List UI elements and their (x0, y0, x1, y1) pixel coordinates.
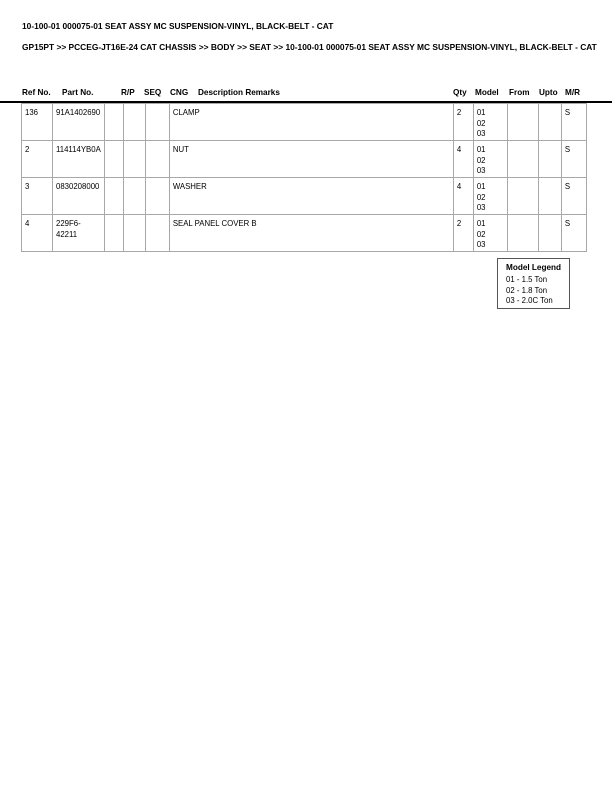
cell-rp (104, 178, 123, 215)
cell-description-remarks: WASHER (169, 178, 453, 215)
cell-qty: 2 (453, 215, 473, 252)
cell-qty: 2 (453, 104, 473, 141)
cell-part-no: 229F6-42211 (53, 215, 105, 252)
cell-seq (123, 178, 145, 215)
model-code: 01 (476, 145, 486, 154)
cell-from (507, 141, 538, 178)
cell-mr: S (561, 215, 586, 252)
column-header-description-remarks: Description Remarks (198, 88, 280, 97)
model-code: 02 (476, 155, 486, 165)
breadcrumb: GP15PT >> PCCEG-JT16E-24 CAT CHASSIS >> BODY >> SEAT >> 10-100-01 000075-01 SEAT ASSY MC SUSPENSION-VINYL, BLACK-BELT - CAT (22, 42, 597, 52)
cell-model (473, 215, 507, 252)
model-code: 01 (476, 219, 486, 228)
cell-model (473, 104, 507, 141)
cell-rp (104, 104, 123, 141)
column-header-part-no: Part No. (62, 88, 94, 97)
cell-seq (123, 141, 145, 178)
cell-from (507, 178, 538, 215)
column-header-mr: M/R (565, 88, 581, 97)
cell-upto (538, 178, 561, 215)
cell-cng (145, 141, 169, 178)
column-header-qty: Qty (453, 88, 467, 97)
cell-from (507, 215, 538, 252)
cell-qty: 4 (453, 141, 473, 178)
cell-description-remarks: NUT (169, 141, 453, 178)
cell-mr: S (561, 141, 586, 178)
cell-part-no: 0830208000 (53, 178, 105, 215)
cell-seq (123, 104, 145, 141)
cell-cng (145, 178, 169, 215)
cell-ref-no: 2 (22, 141, 53, 178)
column-header-from: From (509, 88, 530, 97)
model-code: 02 (476, 118, 486, 128)
column-header-ref-no: Ref No. (22, 88, 51, 97)
cell-rp (104, 215, 123, 252)
model-code: 01 (476, 182, 486, 191)
parts-table (21, 103, 587, 252)
legend-item: 03 - 2.0C Ton (506, 296, 553, 305)
model-code: 03 (476, 129, 486, 138)
legend-item: 01 - 1.5 Ton (506, 275, 548, 284)
cell-description-remarks: SEAL PANEL COVER B (169, 215, 453, 252)
model-code: 02 (476, 229, 486, 239)
legend-item: 02 - 1.8 Ton (506, 285, 548, 295)
cell-mr: S (561, 104, 586, 141)
cell-model (473, 141, 507, 178)
cell-mr: S (561, 178, 586, 215)
page-title: 10-100-01 000075-01 SEAT ASSY MC SUSPENSION-VINYL, BLACK-BELT - CAT (22, 21, 334, 31)
cell-seq (123, 215, 145, 252)
table-row (22, 178, 587, 215)
cell-model (473, 178, 507, 215)
column-header-seq: SEQ (144, 88, 162, 97)
model-code: 01 (476, 108, 486, 117)
cell-upto (538, 215, 561, 252)
cell-qty: 4 (453, 178, 473, 215)
column-header-upto: Upto (539, 88, 558, 97)
cell-ref-no: 3 (22, 178, 53, 215)
cell-description-remarks: CLAMP (169, 104, 453, 141)
cell-cng (145, 215, 169, 252)
table-row (22, 104, 587, 141)
cell-rp (104, 141, 123, 178)
model-code: 03 (476, 240, 486, 249)
legend-title: Model Legend (506, 263, 562, 272)
cell-upto (538, 104, 561, 141)
model-code: 03 (476, 166, 486, 175)
cell-from (507, 104, 538, 141)
cell-ref-no: 136 (22, 104, 53, 141)
cell-part-no: 114114YB0A (53, 141, 105, 178)
model-legend (497, 258, 570, 309)
column-header-rp: R/P (121, 88, 135, 97)
cell-ref-no: 4 (22, 215, 53, 252)
cell-part-no: 91A1402690 (53, 104, 105, 141)
cell-cng (145, 104, 169, 141)
model-code: 03 (476, 203, 486, 212)
model-code: 02 (476, 192, 486, 202)
cell-upto (538, 141, 561, 178)
column-header-cng: CNG (170, 88, 189, 97)
table-row (22, 141, 587, 178)
column-header-model: Model (475, 88, 499, 97)
table-row (22, 215, 587, 252)
